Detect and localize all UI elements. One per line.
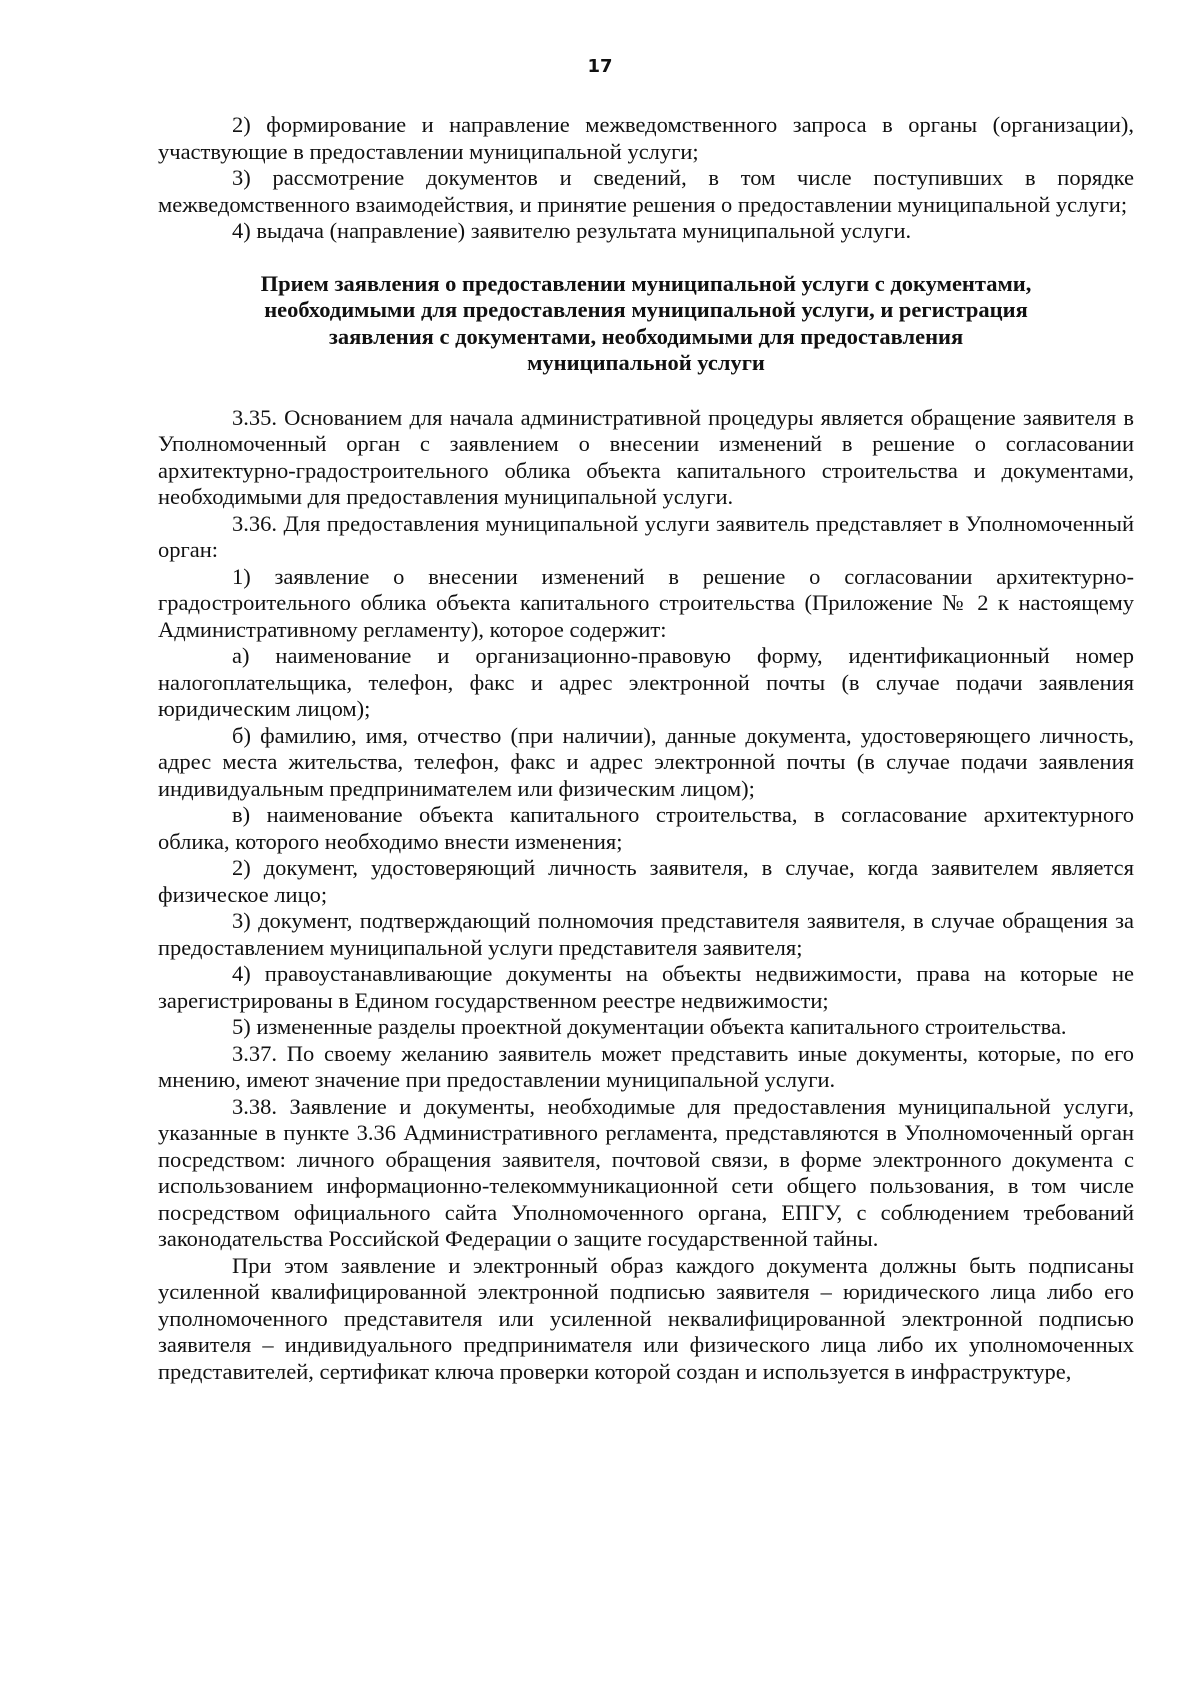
paragraph-subitem-b: б) фамилию, имя, отчество (при наличии), данные документа, удостоверяющего личность, адрес места жительства, телефон, факс и адрес электронной почты (в случае подачи заявления индивидуальным предпринимателем или физическим лицом); bbox=[158, 722, 1134, 801]
paragraph-item-2-identity-document: 2) документ, удостоверяющий личность заявителя, в случае, когда заявителем является физическое лицо; bbox=[158, 855, 1134, 907]
paragraph-item-4-title-documents: 4) правоустанавливающие документы на объекты недвижимости, права на которые не зарегистрированы в Едином государственном реестре недвижимости; bbox=[158, 961, 1134, 1013]
document-body bbox=[158, 112, 1134, 1385]
section-heading-line: заявления с документами, необходимыми для предоставления bbox=[328, 323, 964, 349]
paragraph-item-4: 4) выдача (направление) заявителю результата муниципальной услуги. bbox=[232, 218, 912, 243]
paragraph-subitem-a: а) наименование и организационно-правовую форму, идентификационный номер налогоплательщика, телефон, факс и адрес электронной почты (в случае подачи заявления юридическим лицом); bbox=[158, 643, 1134, 721]
page-number: 17 bbox=[587, 56, 613, 77]
paragraph-item-3: 3) рассмотрение документов и сведений, в том числе поступивших в порядке межведомственного взаимодействия, и принятие решения о предоставлении муниципальной услуги; bbox=[158, 165, 1134, 217]
paragraph-item-5-project-sections: 5) измененные разделы проектной документации объекта капитального строительства. bbox=[232, 1014, 1067, 1039]
paragraph-subitem-v: в) наименование объекта капитального строительства, в согласование архитектурного облика, которого необходимо внести изменения; bbox=[158, 802, 1134, 854]
paragraph-3-36: 3.36. Для предоставления муниципальной услуги заявитель представляет в Уполномоченный орган: bbox=[158, 510, 1134, 562]
section-heading-line: Прием заявления о предоставлении муниципальной услуги с документами, bbox=[260, 270, 1032, 296]
paragraph-item-3-authority-document: 3) документ, подтверждающий полномочия представителя заявителя, в случае обращения за предоставлением муниципальной услуги представителя заявителя; bbox=[158, 908, 1134, 960]
paragraph-item-2: 2) формирование и направление межведомственного запроса в органы (организации), участвующие в предоставлении муниципальной услуги; bbox=[158, 112, 1134, 164]
section-heading bbox=[158, 271, 1134, 377]
paragraph-3-35: 3.35. Основанием для начала административной процедуры является обращение заявителя в Уполномоченный орган с заявлением о внесении изменений в решение о согласовании архитектурно-градостроительного облика объекта капитального строительства и документами, необходимыми для предоставления муниципальной услуги. bbox=[158, 404, 1134, 509]
paragraph-signature-requirements: При этом заявление и электронный образ каждого документа должны быть подписаны усиленной квалифицированной электронной подписью заявителя – юридического лица либо его уполномоченного представителя или усиленной неквалифицированной электронной подписью заявителя – индивидуального предпринимателя или физического лица либо их уполномоченных представителей, сертификат ключа проверки которой создан и используется в инфраструктуре, bbox=[158, 1252, 1134, 1384]
paragraph-3-37: 3.37. По своему желанию заявитель может представить иные документы, которые, по его мнению, имеют значение при предоставлении муниципальной услуги. bbox=[158, 1040, 1134, 1092]
paragraph-item-1-application: 1) заявление о внесении изменений в решение о согласовании архитектурно-градостроительного облика объекта капитального строительства (Приложение № 2 к настоящему Административному регламенту), которое содержит: bbox=[158, 563, 1134, 642]
paragraph-3-38: 3.38. Заявление и документы, необходимые для предоставления муниципальной услуги, указанные в пункте 3.36 Административного регламента, представляются в Уполномоченный орган посредством: личного обращения заявителя, почтовой связи, в форме электронного документа с использованием информационно-телекоммуникационной сети общего пользования, в том числе посредством официального сайта Уполномоченного органа, ЕПГУ, с соблюдением требований законодательства Российской Федерации о защите государственной тайны. bbox=[158, 1093, 1134, 1251]
section-heading-line: необходимыми для предоставления муниципальной услуги, и регистрация bbox=[264, 297, 1028, 322]
section-heading-line: муниципальной услуги bbox=[527, 350, 765, 375]
